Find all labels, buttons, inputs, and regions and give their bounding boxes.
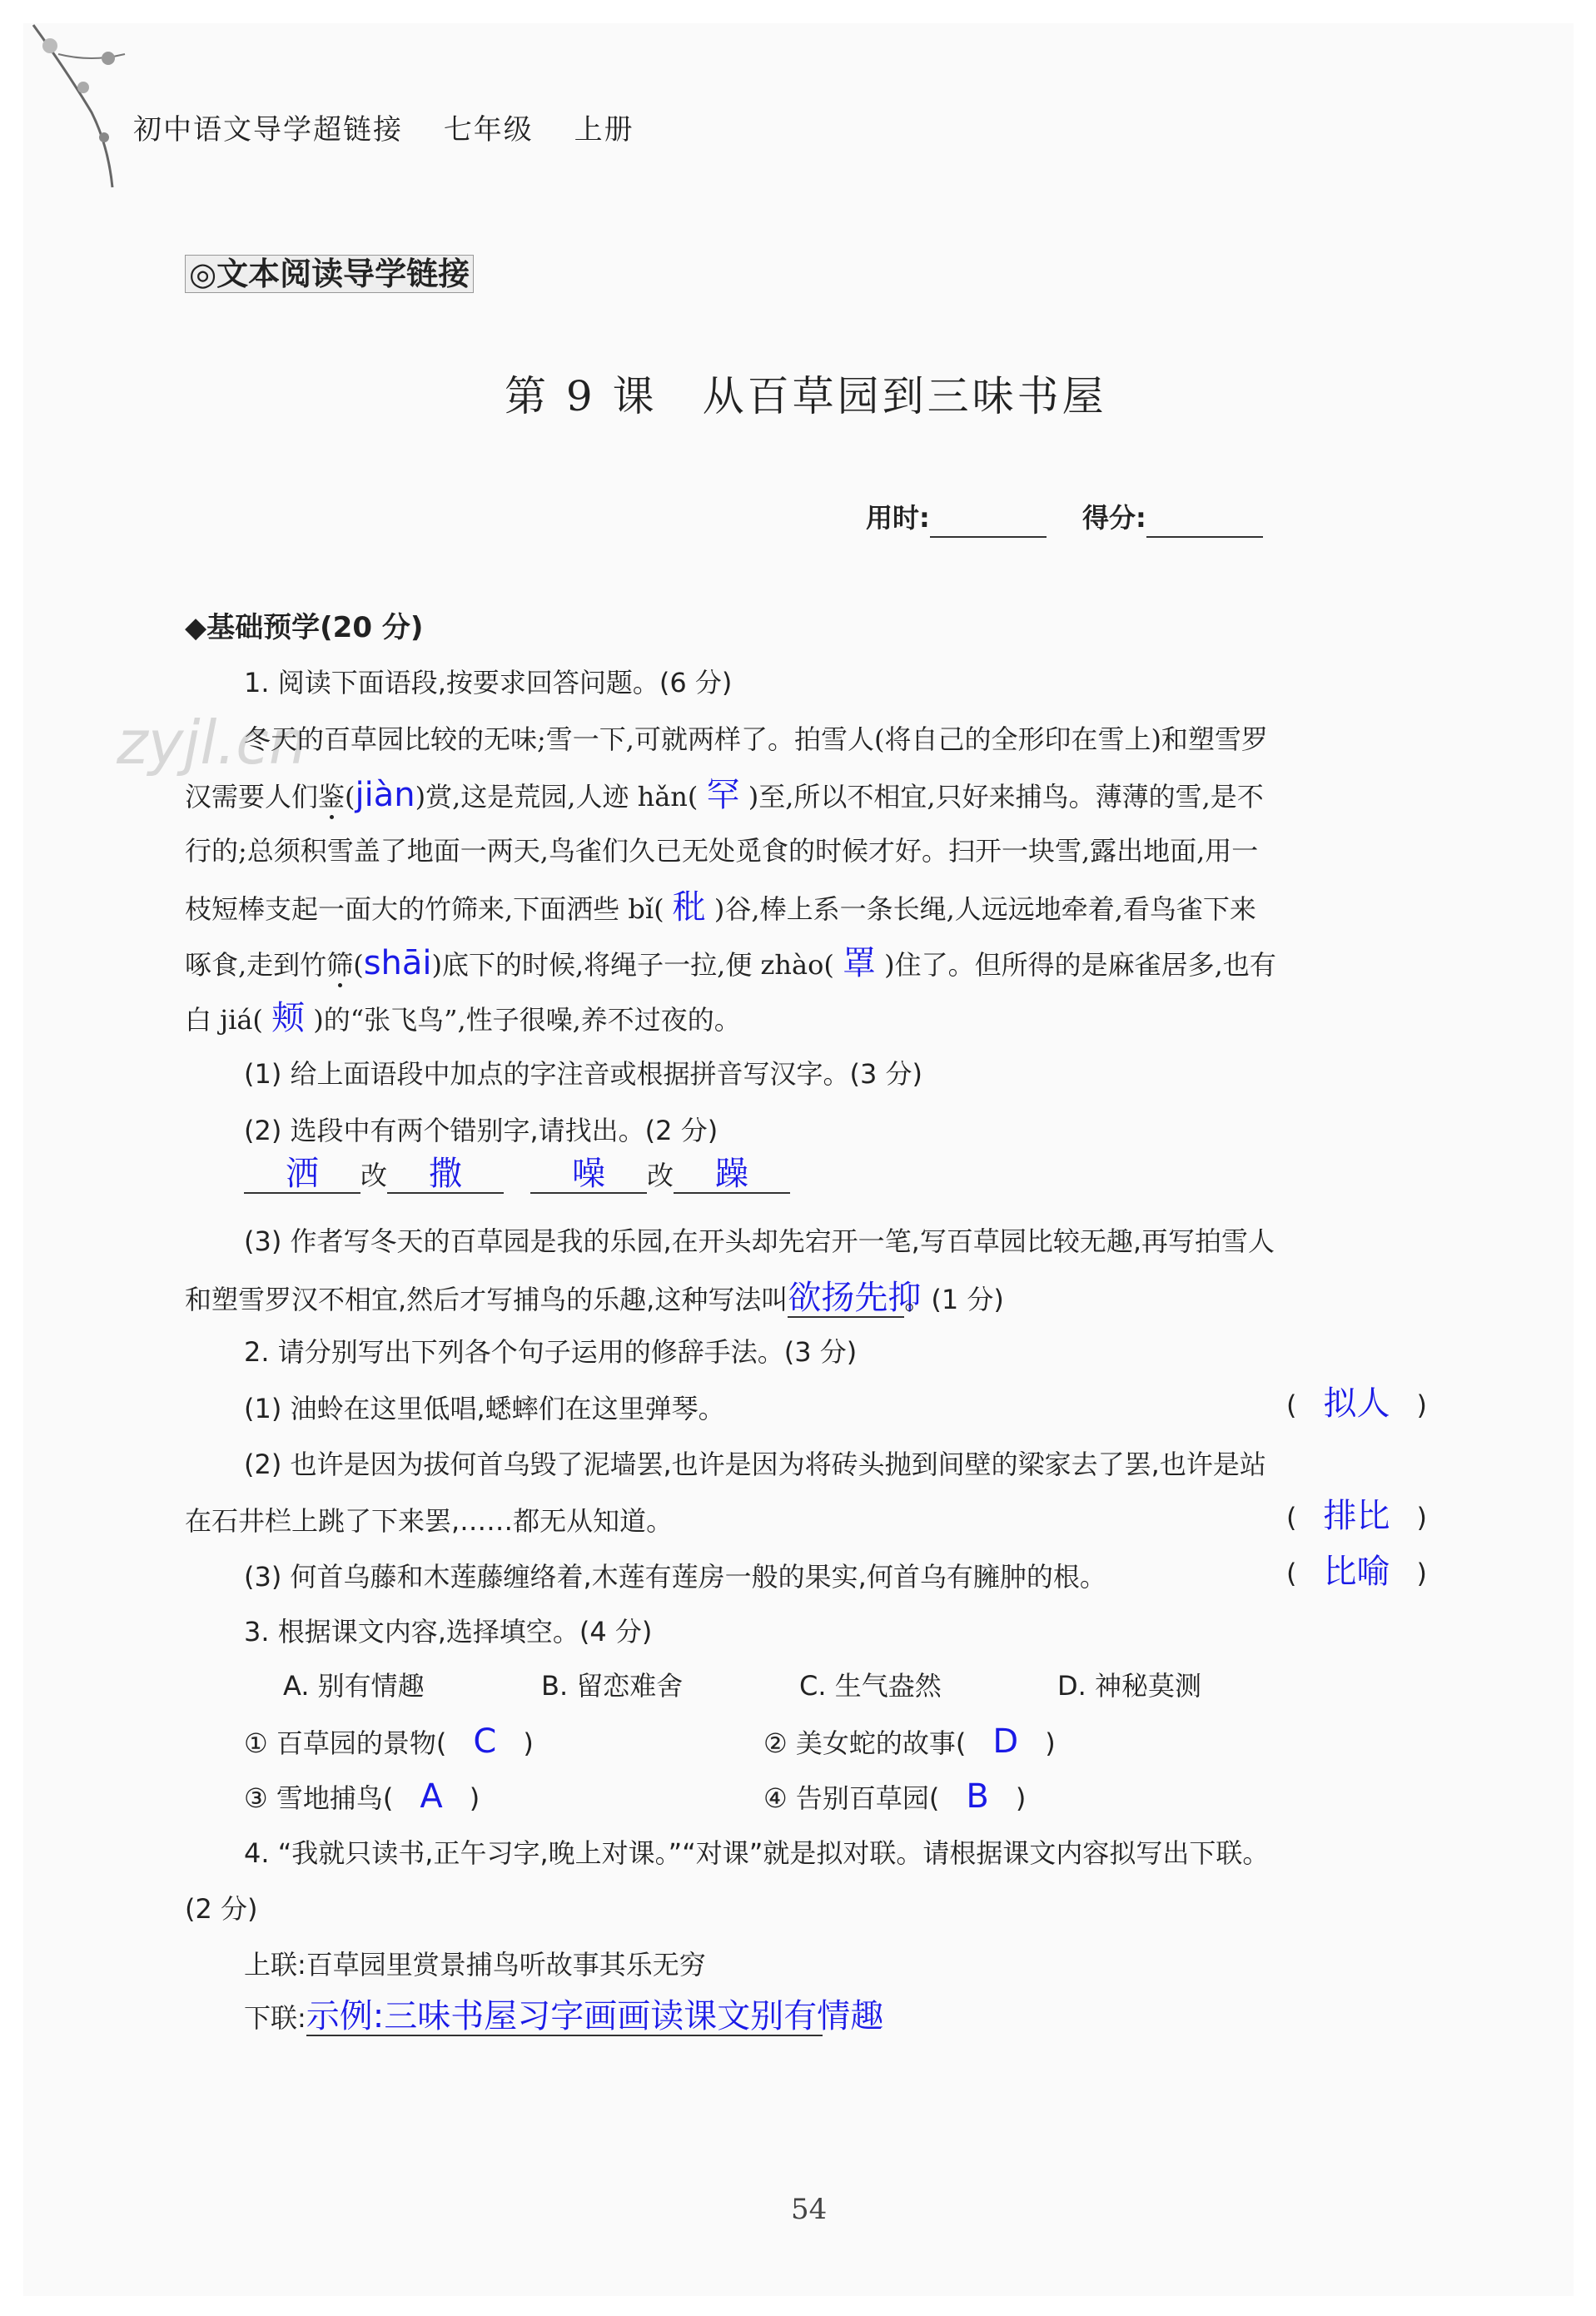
passage-line [185, 945, 1276, 983]
score-field[interactable] [1146, 499, 1263, 538]
text-segment: )赏,这是荒园,人迹 hǎn( [415, 781, 699, 813]
answer: jiàn [355, 776, 415, 814]
passage-line [185, 889, 1256, 927]
text-segment: ) [1015, 1782, 1027, 1814]
answer-field[interactable]: ( 比喻 ) [1286, 1553, 1427, 1591]
text-segment: ) [469, 1782, 480, 1814]
grade: 七年级 [443, 113, 534, 147]
text-segment: C [473, 1722, 497, 1761]
q3-option: D. 神秘莫测 [1057, 1670, 1201, 1702]
q1-sub2: (2) 选段中有两个错别字,请找出。(2 分) [244, 1115, 718, 1146]
q3-item [763, 1723, 1056, 1762]
text-segment: ( [353, 949, 364, 981]
answer: 颊 [271, 999, 306, 1037]
text-segment: 比喻 [1323, 1553, 1390, 1591]
plum-branch-decoration-icon [25, 21, 133, 196]
text-segment: 改 [360, 1160, 388, 1191]
answer-field[interactable]: ( 排比 ) [1286, 1497, 1427, 1535]
text-segment: ① 百草园的景物( [244, 1727, 447, 1759]
q3-item [763, 1778, 1026, 1817]
text-segment: B [966, 1777, 989, 1816]
time-field[interactable] [930, 499, 1047, 538]
answer: 秕 [672, 888, 706, 927]
answer-field[interactable]: 噪 [530, 1156, 647, 1194]
text-segment: ④ 告别百草园( [763, 1782, 940, 1814]
text-segment: 排比 [1323, 1497, 1390, 1535]
text-segment: ② 美女蛇的故事( [763, 1727, 967, 1759]
text-segment: )谷,棒上系一条长绳,人远远地牵着,看鸟雀下来 [713, 893, 1256, 925]
q3-item [244, 1778, 480, 1817]
text-segment: 白 jiá( [185, 1004, 263, 1036]
section-heading: ◆基础预学(20 分) [185, 611, 424, 644]
lower-couplet [244, 1997, 884, 2036]
text-segment: 和塑雪罗汉不相宜,然后才写捕鸟的乐趣,这种写法叫 [185, 1284, 788, 1315]
passage-line: 冬天的百草园比较的无味;雪一下,可就两样了。拍雪人(将自己的全形印在雪上)和塑雪罗 [244, 723, 1268, 755]
text-segment: ) [523, 1727, 534, 1759]
text-segment: ( [345, 781, 355, 813]
q4-points: (2 分) [185, 1893, 258, 1925]
answer-field[interactable]: 撒 [387, 1156, 504, 1194]
q4-stem: 4. “我就只读书,正午习字,晚上对课。”“对课”就是拟对联。请根据课文内容拟写出下联。 [244, 1837, 1270, 1869]
page-number: 54 [791, 2193, 828, 2226]
passage-line: 行的;总须积雪盖了地面一两天,鸟雀们久已无处觅食的时候才好。扫开一块雪,露出地面,用一 [185, 835, 1259, 867]
text-segment: 鉴 [318, 781, 346, 813]
answer-field[interactable]: 洒 [244, 1156, 360, 1194]
q2-stem: 2. 请分别写出下列各个句子运用的修辞手法。(3 分) [244, 1336, 858, 1368]
text-segment: 啄食,走到竹 [185, 949, 327, 981]
upper-couplet: 上联:百草园里赏景捕鸟听故事其乐无穷 [244, 1949, 706, 1981]
text-segment: ) [1045, 1727, 1056, 1759]
q3-option: C. 生气盎然 [799, 1670, 942, 1702]
q2-sub2: (2) 也许是因为拔何首乌毁了泥墙罢,也许是因为将砖头抛到间壁的梁家去了罢,也许是站 [244, 1449, 1266, 1480]
text-segment: 枝短棒支起一面大的竹筛来,下面洒些 bǐ( [185, 893, 664, 925]
text-segment: 筛 [326, 949, 354, 981]
section-tag-text: 文本阅读导学链接 [216, 256, 470, 292]
q3-option: A. 别有情趣 [283, 1670, 425, 1702]
passage-line [185, 1000, 741, 1038]
text-segment: D [992, 1722, 1019, 1761]
lesson-title: 第 9 课 从百草园到三味书屋 [505, 372, 1107, 420]
q1-stem: 1. 阅读下面语段,按要求回答问题。(6 分) [244, 667, 733, 698]
text-segment: 改 [647, 1160, 674, 1191]
q1-sub3-cont [185, 1280, 1004, 1318]
passage-line [185, 777, 1264, 815]
q3-stem: 3. 根据课文内容,选择填空。(4 分) [244, 1616, 653, 1648]
q1-sub1: (1) 给上面语段中加点的字注音或根据拼音写汉字。(3 分) [244, 1058, 923, 1090]
text-segment: ③ 雪地捕鸟( [244, 1782, 394, 1814]
text-segment: A [420, 1777, 443, 1816]
text-segment: )底下的时候,将绳子一拉,便 zhào( [431, 949, 834, 981]
answer: 罕 [706, 776, 740, 814]
answer-field[interactable]: 欲扬先抑 [788, 1279, 922, 1317]
score-label: 得分: [1081, 502, 1146, 534]
answer-field[interactable]: 示例:三味书屋习字画画读课文别有情趣 [306, 1997, 884, 2035]
answer-field[interactable]: ( 拟人 ) [1286, 1384, 1427, 1423]
text-segment: 。(1 分) [904, 1284, 1004, 1315]
q1-sub3: (3) 作者写冬天的百草园是我的乐园,在开头却先宕开一笔,写百草园比较无趣,再写拍雪人 [244, 1225, 1275, 1257]
section-tag: ◎文本阅读导学链接 [185, 255, 474, 293]
text-segment: )至,所以不相宜,只好来捕鸟。薄薄的雪,是不 [748, 781, 1264, 813]
q2-sub3: (3) 何首乌藤和木莲藤缠络着,木莲有莲房一般的果实,何首乌有臃肿的根。 [244, 1561, 1106, 1593]
volume: 上册 [574, 113, 634, 147]
text-segment: 下联: [244, 2002, 306, 2034]
time-label: 用时: [866, 502, 930, 534]
watermark: zyjl.cn [117, 708, 307, 778]
text-segment: 拟人 [1323, 1384, 1390, 1423]
running-header [133, 112, 634, 148]
answer: 罩 [843, 944, 876, 982]
score-box [866, 499, 1263, 538]
q3-option: B. 留恋难舍 [541, 1670, 684, 1702]
answer: shāi [363, 944, 432, 982]
text-segment: )住了。但所得的是麻雀居多,也有 [884, 949, 1276, 981]
q2-sub1: (1) 油蛉在这里低唱,蟋蟀们在这里弹琴。 [244, 1393, 725, 1424]
q1-sub2-answers [244, 1156, 790, 1194]
text-segment: 汉需要人们 [185, 781, 319, 813]
q3-item [244, 1723, 534, 1762]
text-segment: )的“张飞鸟”,性子很噪,养不过夜的。 [313, 1004, 741, 1036]
answer-field[interactable]: 躁 [674, 1156, 790, 1194]
q2-sub2-cont: 在石井栏上跳了下来罢,……都无从知道。 [185, 1505, 674, 1537]
book-title: 初中语文导学超链接 [133, 113, 403, 147]
